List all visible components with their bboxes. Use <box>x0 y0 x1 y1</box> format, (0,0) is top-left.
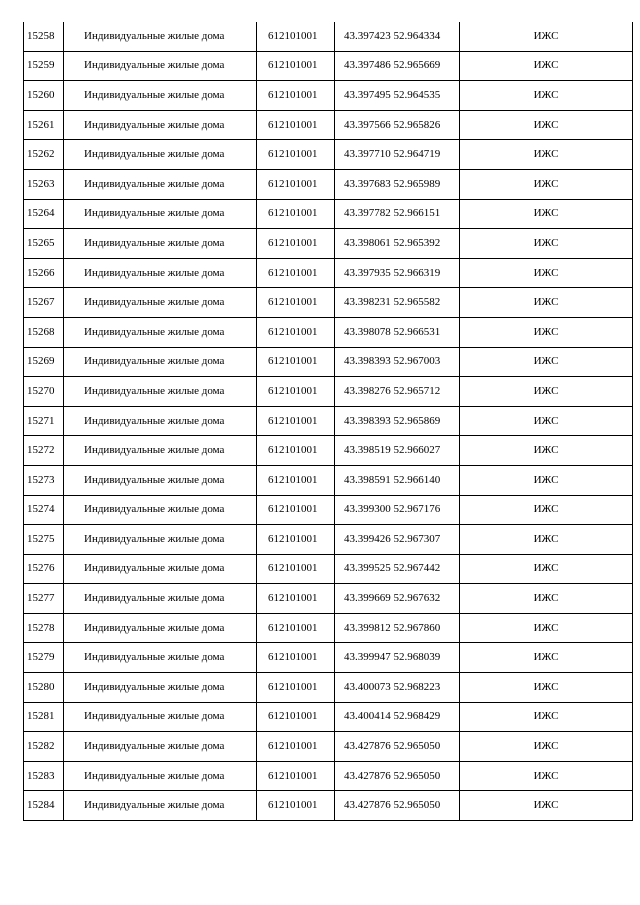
table-row <box>24 465 633 495</box>
code-cell: 612101001 <box>257 110 335 140</box>
type-cell: ИЖС <box>460 110 633 140</box>
type-cell: ИЖС <box>460 258 633 288</box>
row-number-cell: 15267 <box>24 288 64 318</box>
type-cell: ИЖС <box>460 761 633 791</box>
coordinates-cell: 43.397566 52.965826 <box>335 110 460 140</box>
code-cell: 612101001 <box>257 554 335 584</box>
object-name-cell: Индивидуальные жилые дома <box>64 169 257 199</box>
row-number-cell: 15277 <box>24 584 64 614</box>
coordinates-cell: 43.397423 52.964334 <box>335 22 460 51</box>
object-name-cell: Индивидуальные жилые дома <box>64 347 257 377</box>
row-number-cell: 15268 <box>24 317 64 347</box>
coordinates-cell: 43.399426 52.967307 <box>335 525 460 555</box>
object-name-cell: Индивидуальные жилые дома <box>64 643 257 673</box>
row-number-cell: 15262 <box>24 140 64 170</box>
object-name-cell: Индивидуальные жилые дома <box>64 436 257 466</box>
object-name-cell: Индивидуальные жилые дома <box>64 258 257 288</box>
code-cell: 612101001 <box>257 258 335 288</box>
row-number-cell: 15271 <box>24 406 64 436</box>
row-number-cell: 15278 <box>24 613 64 643</box>
row-number-cell: 15275 <box>24 525 64 555</box>
coordinates-cell: 43.398591 52.966140 <box>335 465 460 495</box>
object-name-cell: Индивидуальные жилые дома <box>64 732 257 762</box>
coordinates-cell: 43.398519 52.966027 <box>335 436 460 466</box>
code-cell: 612101001 <box>257 288 335 318</box>
row-number-cell: 15274 <box>24 495 64 525</box>
table-row <box>24 761 633 791</box>
type-cell: ИЖС <box>460 288 633 318</box>
table-row <box>24 229 633 259</box>
table-row <box>24 169 633 199</box>
table-row <box>24 110 633 140</box>
row-number-cell: 15284 <box>24 791 64 821</box>
table-row <box>24 436 633 466</box>
code-cell: 612101001 <box>257 406 335 436</box>
type-cell: ИЖС <box>460 199 633 229</box>
coordinates-cell: 43.397495 52.964535 <box>335 81 460 111</box>
type-cell: ИЖС <box>460 525 633 555</box>
coordinates-cell: 43.398061 52.965392 <box>335 229 460 259</box>
object-name-cell: Индивидуальные жилые дома <box>64 791 257 821</box>
code-cell: 612101001 <box>257 525 335 555</box>
coordinates-cell: 43.398393 52.965869 <box>335 406 460 436</box>
code-cell: 612101001 <box>257 791 335 821</box>
object-name-cell: Индивидуальные жилые дома <box>64 525 257 555</box>
code-cell: 612101001 <box>257 347 335 377</box>
type-cell: ИЖС <box>460 406 633 436</box>
coordinates-cell: 43.398276 52.965712 <box>335 377 460 407</box>
code-cell: 612101001 <box>257 229 335 259</box>
code-cell: 612101001 <box>257 51 335 81</box>
row-number-cell: 15260 <box>24 81 64 111</box>
coordinates-cell: 43.400073 52.968223 <box>335 673 460 703</box>
object-name-cell: Индивидуальные жилые дома <box>64 584 257 614</box>
table-row <box>24 495 633 525</box>
row-number-cell: 15273 <box>24 465 64 495</box>
coordinates-cell: 43.397486 52.965669 <box>335 51 460 81</box>
coordinates-cell: 43.427876 52.965050 <box>335 761 460 791</box>
row-number-cell: 15276 <box>24 554 64 584</box>
row-number-cell: 15266 <box>24 258 64 288</box>
object-name-cell: Индивидуальные жилые дома <box>64 22 257 51</box>
coordinates-cell: 43.399300 52.967176 <box>335 495 460 525</box>
table-row <box>24 317 633 347</box>
object-name-cell: Индивидуальные жилые дома <box>64 229 257 259</box>
coordinates-cell: 43.427876 52.965050 <box>335 732 460 762</box>
coordinates-cell: 43.397782 52.966151 <box>335 199 460 229</box>
type-cell: ИЖС <box>460 81 633 111</box>
type-cell: ИЖС <box>460 613 633 643</box>
code-cell: 612101001 <box>257 761 335 791</box>
type-cell: ИЖС <box>460 584 633 614</box>
table-row <box>24 406 633 436</box>
code-cell: 612101001 <box>257 81 335 111</box>
table-row <box>24 791 633 821</box>
type-cell: ИЖС <box>460 465 633 495</box>
coordinates-cell: 43.400414 52.968429 <box>335 702 460 732</box>
type-cell: ИЖС <box>460 673 633 703</box>
table-row <box>24 347 633 377</box>
row-number-cell: 15258 <box>24 22 64 51</box>
object-name-cell: Индивидуальные жилые дома <box>64 702 257 732</box>
table-row <box>24 525 633 555</box>
type-cell: ИЖС <box>460 377 633 407</box>
code-cell: 612101001 <box>257 317 335 347</box>
type-cell: ИЖС <box>460 169 633 199</box>
row-number-cell: 15259 <box>24 51 64 81</box>
object-name-cell: Индивидуальные жилые дома <box>64 140 257 170</box>
row-number-cell: 15279 <box>24 643 64 673</box>
coordinates-cell: 43.397935 52.966319 <box>335 258 460 288</box>
code-cell: 612101001 <box>257 673 335 703</box>
row-number-cell: 15272 <box>24 436 64 466</box>
type-cell: ИЖС <box>460 702 633 732</box>
object-name-cell: Индивидуальные жилые дома <box>64 110 257 140</box>
table-row <box>24 673 633 703</box>
object-name-cell: Индивидуальные жилые дома <box>64 81 257 111</box>
row-number-cell: 15283 <box>24 761 64 791</box>
code-cell: 612101001 <box>257 199 335 229</box>
table-row <box>24 613 633 643</box>
table-row <box>24 288 633 318</box>
type-cell: ИЖС <box>460 317 633 347</box>
row-number-cell: 15264 <box>24 199 64 229</box>
type-cell: ИЖС <box>460 22 633 51</box>
table-row <box>24 51 633 81</box>
row-number-cell: 15265 <box>24 229 64 259</box>
coordinates-cell: 43.399669 52.967632 <box>335 584 460 614</box>
table-row <box>24 199 633 229</box>
coordinates-cell: 43.399947 52.968039 <box>335 643 460 673</box>
table-row <box>24 643 633 673</box>
table-row <box>24 732 633 762</box>
row-number-cell: 15270 <box>24 377 64 407</box>
object-name-cell: Индивидуальные жилые дома <box>64 554 257 584</box>
table-row <box>24 377 633 407</box>
object-name-cell: Индивидуальные жилые дома <box>64 465 257 495</box>
object-name-cell: Индивидуальные жилые дома <box>64 199 257 229</box>
code-cell: 612101001 <box>257 377 335 407</box>
type-cell: ИЖС <box>460 229 633 259</box>
coordinates-cell: 43.398393 52.967003 <box>335 347 460 377</box>
code-cell: 612101001 <box>257 702 335 732</box>
type-cell: ИЖС <box>460 347 633 377</box>
object-name-cell: Индивидуальные жилые дома <box>64 761 257 791</box>
row-number-cell: 15280 <box>24 673 64 703</box>
object-name-cell: Индивидуальные жилые дома <box>64 317 257 347</box>
row-number-cell: 15269 <box>24 347 64 377</box>
object-name-cell: Индивидуальные жилые дома <box>64 288 257 318</box>
table-body <box>24 22 633 821</box>
coordinates-cell: 43.398078 52.966531 <box>335 317 460 347</box>
coordinates-cell: 43.427876 52.965050 <box>335 791 460 821</box>
coordinates-cell: 43.399812 52.967860 <box>335 613 460 643</box>
coordinates-cell: 43.398231 52.965582 <box>335 288 460 318</box>
code-cell: 612101001 <box>257 495 335 525</box>
row-number-cell: 15282 <box>24 732 64 762</box>
type-cell: ИЖС <box>460 554 633 584</box>
coordinates-cell: 43.399525 52.967442 <box>335 554 460 584</box>
table-row <box>24 554 633 584</box>
code-cell: 612101001 <box>257 140 335 170</box>
object-name-cell: Индивидуальные жилые дома <box>64 51 257 81</box>
document-page <box>23 22 632 821</box>
coordinates-cell: 43.397710 52.964719 <box>335 140 460 170</box>
type-cell: ИЖС <box>460 51 633 81</box>
coordinates-cell: 43.397683 52.965989 <box>335 169 460 199</box>
table-row <box>24 702 633 732</box>
table-row <box>24 140 633 170</box>
type-cell: ИЖС <box>460 436 633 466</box>
code-cell: 612101001 <box>257 22 335 51</box>
object-name-cell: Индивидуальные жилые дома <box>64 673 257 703</box>
table-row <box>24 81 633 111</box>
table-row <box>24 258 633 288</box>
type-cell: ИЖС <box>460 732 633 762</box>
type-cell: ИЖС <box>460 495 633 525</box>
row-number-cell: 15263 <box>24 169 64 199</box>
object-name-cell: Индивидуальные жилые дома <box>64 495 257 525</box>
code-cell: 612101001 <box>257 465 335 495</box>
type-cell: ИЖС <box>460 140 633 170</box>
code-cell: 612101001 <box>257 613 335 643</box>
objects-table <box>23 22 633 821</box>
table-row <box>24 22 633 51</box>
code-cell: 612101001 <box>257 436 335 466</box>
code-cell: 612101001 <box>257 732 335 762</box>
object-name-cell: Индивидуальные жилые дома <box>64 613 257 643</box>
type-cell: ИЖС <box>460 643 633 673</box>
row-number-cell: 15281 <box>24 702 64 732</box>
object-name-cell: Индивидуальные жилые дома <box>64 377 257 407</box>
code-cell: 612101001 <box>257 584 335 614</box>
type-cell: ИЖС <box>460 791 633 821</box>
code-cell: 612101001 <box>257 643 335 673</box>
row-number-cell: 15261 <box>24 110 64 140</box>
table-row <box>24 584 633 614</box>
code-cell: 612101001 <box>257 169 335 199</box>
object-name-cell: Индивидуальные жилые дома <box>64 406 257 436</box>
